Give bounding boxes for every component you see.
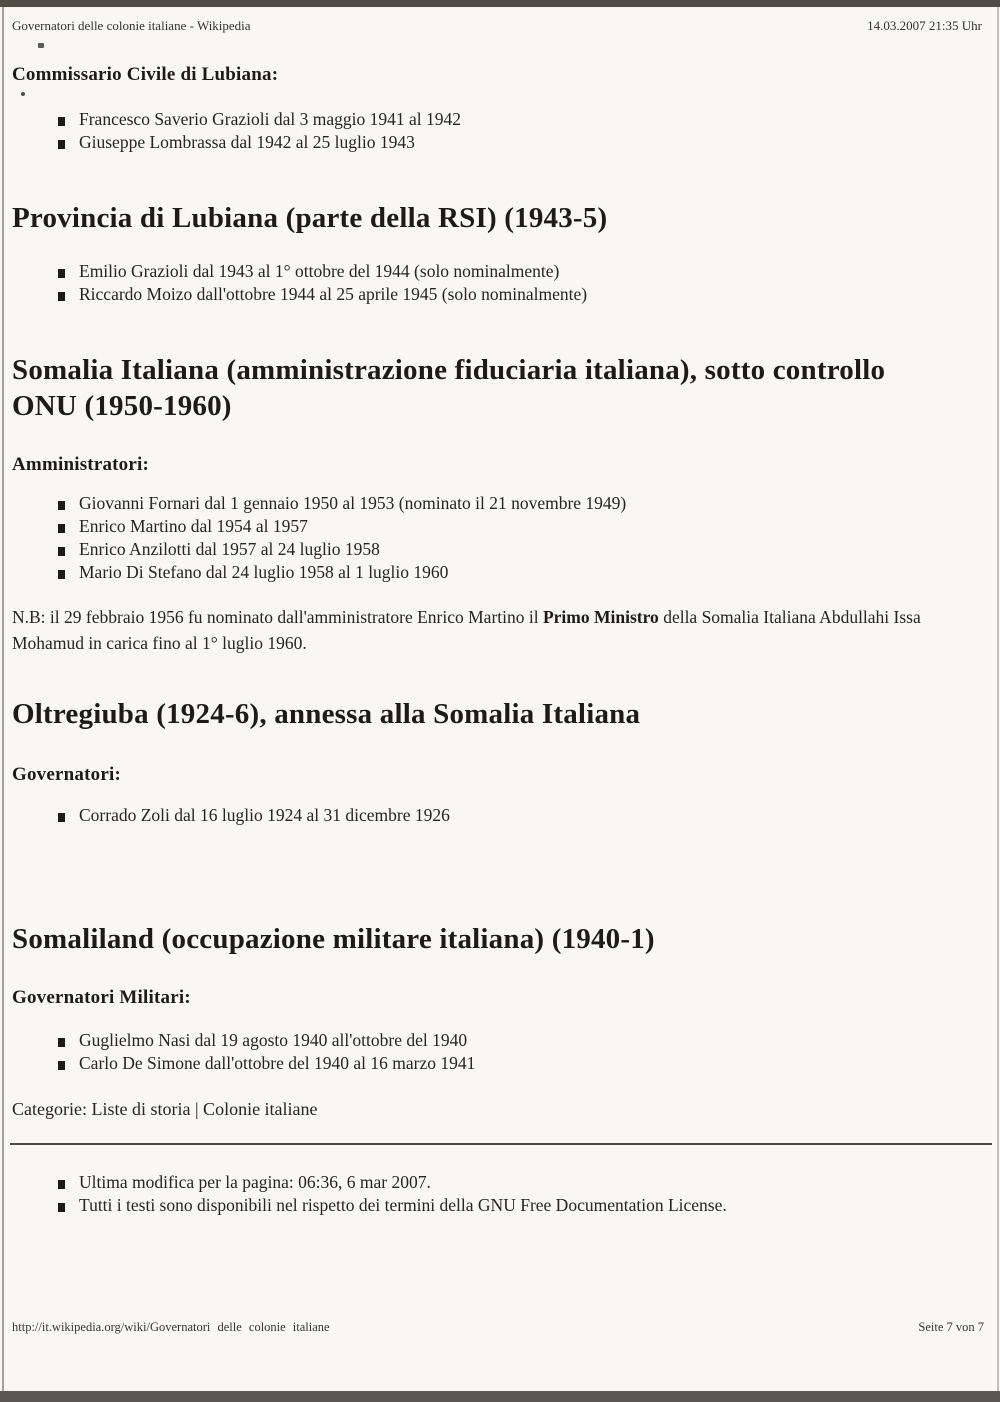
nb-note-post: della Somalia Italiana Abdullahi Issa Mohamud in carica fino al 1° luglio 1960. [12, 607, 921, 653]
section-heading-somaliland: Somaliland (occupazione militare italiana) (1940-1) [12, 923, 655, 955]
list-item: Corrado Zoli dal 16 luglio 1924 al 31 dicembre 1926 [12, 804, 982, 827]
subheading-governatori: Governatori: [12, 764, 121, 785]
print-header-datetime: 14.03.2007 21:35 Uhr [867, 18, 982, 33]
nb-note-bold: Primo Ministro [542, 607, 659, 627]
section-heading-somalia [12, 352, 982, 424]
list-item: Francesco Saverio Grazioli dal 3 maggio 1941 al 1942 [12, 108, 982, 131]
list-page-meta [12, 1171, 982, 1217]
list-item: Guglielmo Nasi dal 19 agosto 1940 all'ottobre del 1940 [12, 1029, 982, 1052]
nb-note-pre: N.B: il 29 febbraio 1956 fu nominato dall'amministratore Enrico Martino il [12, 607, 543, 627]
categories-line: Categorie: Liste di storia | Colonie italiane [12, 1099, 318, 1119]
list-item: Giovanni Fornari dal 1 gennaio 1950 al 1953 (nominato il 21 novembre 1949) [12, 492, 982, 515]
list-commissario [12, 108, 982, 154]
print-header [12, 18, 982, 34]
print-footer [12, 1320, 984, 1335]
list-item: Riccardo Moizo dall'ottobre 1944 al 25 aprile 1945 (solo nominalmente) [12, 283, 982, 306]
section-heading-commissario: Commissario Civile di Lubiana: [12, 64, 279, 85]
nb-note-paragraph [12, 604, 980, 656]
list-item: Carlo De Simone dall'ottobre del 1940 al 16 marzo 1941 [12, 1052, 982, 1075]
section-heading-oltregiuba: Oltregiuba (1924-6), annessa alla Somalia Italiana [12, 698, 641, 730]
list-item: Ultima modifica per la pagina: 06:36, 6 mar 2007. [12, 1171, 982, 1194]
print-footer-url: http://it.wikipedia.org/wiki/Governatori delle colonie italiane [12, 1320, 330, 1334]
list-somaliland [12, 1029, 982, 1075]
scan-artifact-bottom-bar [0, 1391, 1000, 1402]
heading-line: Somalia Italiana (amministrazione fiduciaria italiana), sotto controllo [12, 354, 886, 386]
subheading-governatori-militari: Governatori Militari: [12, 987, 191, 1008]
print-footer-page-number: Seite 7 von 7 [918, 1320, 984, 1334]
list-item: Enrico Anzilotti dal 1957 al 24 luglio 1958 [12, 538, 982, 561]
list-item: Mario Di Stefano dal 24 luglio 1958 al 1 luglio 1960 [12, 561, 982, 584]
subheading-amministratori: Amministratori: [12, 454, 150, 475]
divider-rule [10, 1143, 992, 1145]
list-amministratori [12, 492, 982, 584]
list-item: Emilio Grazioli dal 1943 al 1° ottobre del 1944 (solo nominalmente) [12, 260, 982, 283]
list-item: Tutti i testi sono disponibili nel rispetto dei termini della GNU Free Documentation License. [12, 1194, 982, 1217]
list-item: Giuseppe Lombrassa dal 1942 al 25 luglio 1943 [12, 131, 982, 154]
list-oltregiuba [12, 804, 982, 827]
print-header-title: Governatori delle colonie italiane - Wikipedia [12, 18, 251, 33]
section-heading-provincia: Provincia di Lubiana (parte della RSI) (1943-5) [12, 202, 608, 234]
list-item: Enrico Martino dal 1954 al 1957 [12, 515, 982, 538]
list-provincia [12, 260, 982, 306]
heading-line: ONU (1950-1960) [12, 390, 232, 422]
